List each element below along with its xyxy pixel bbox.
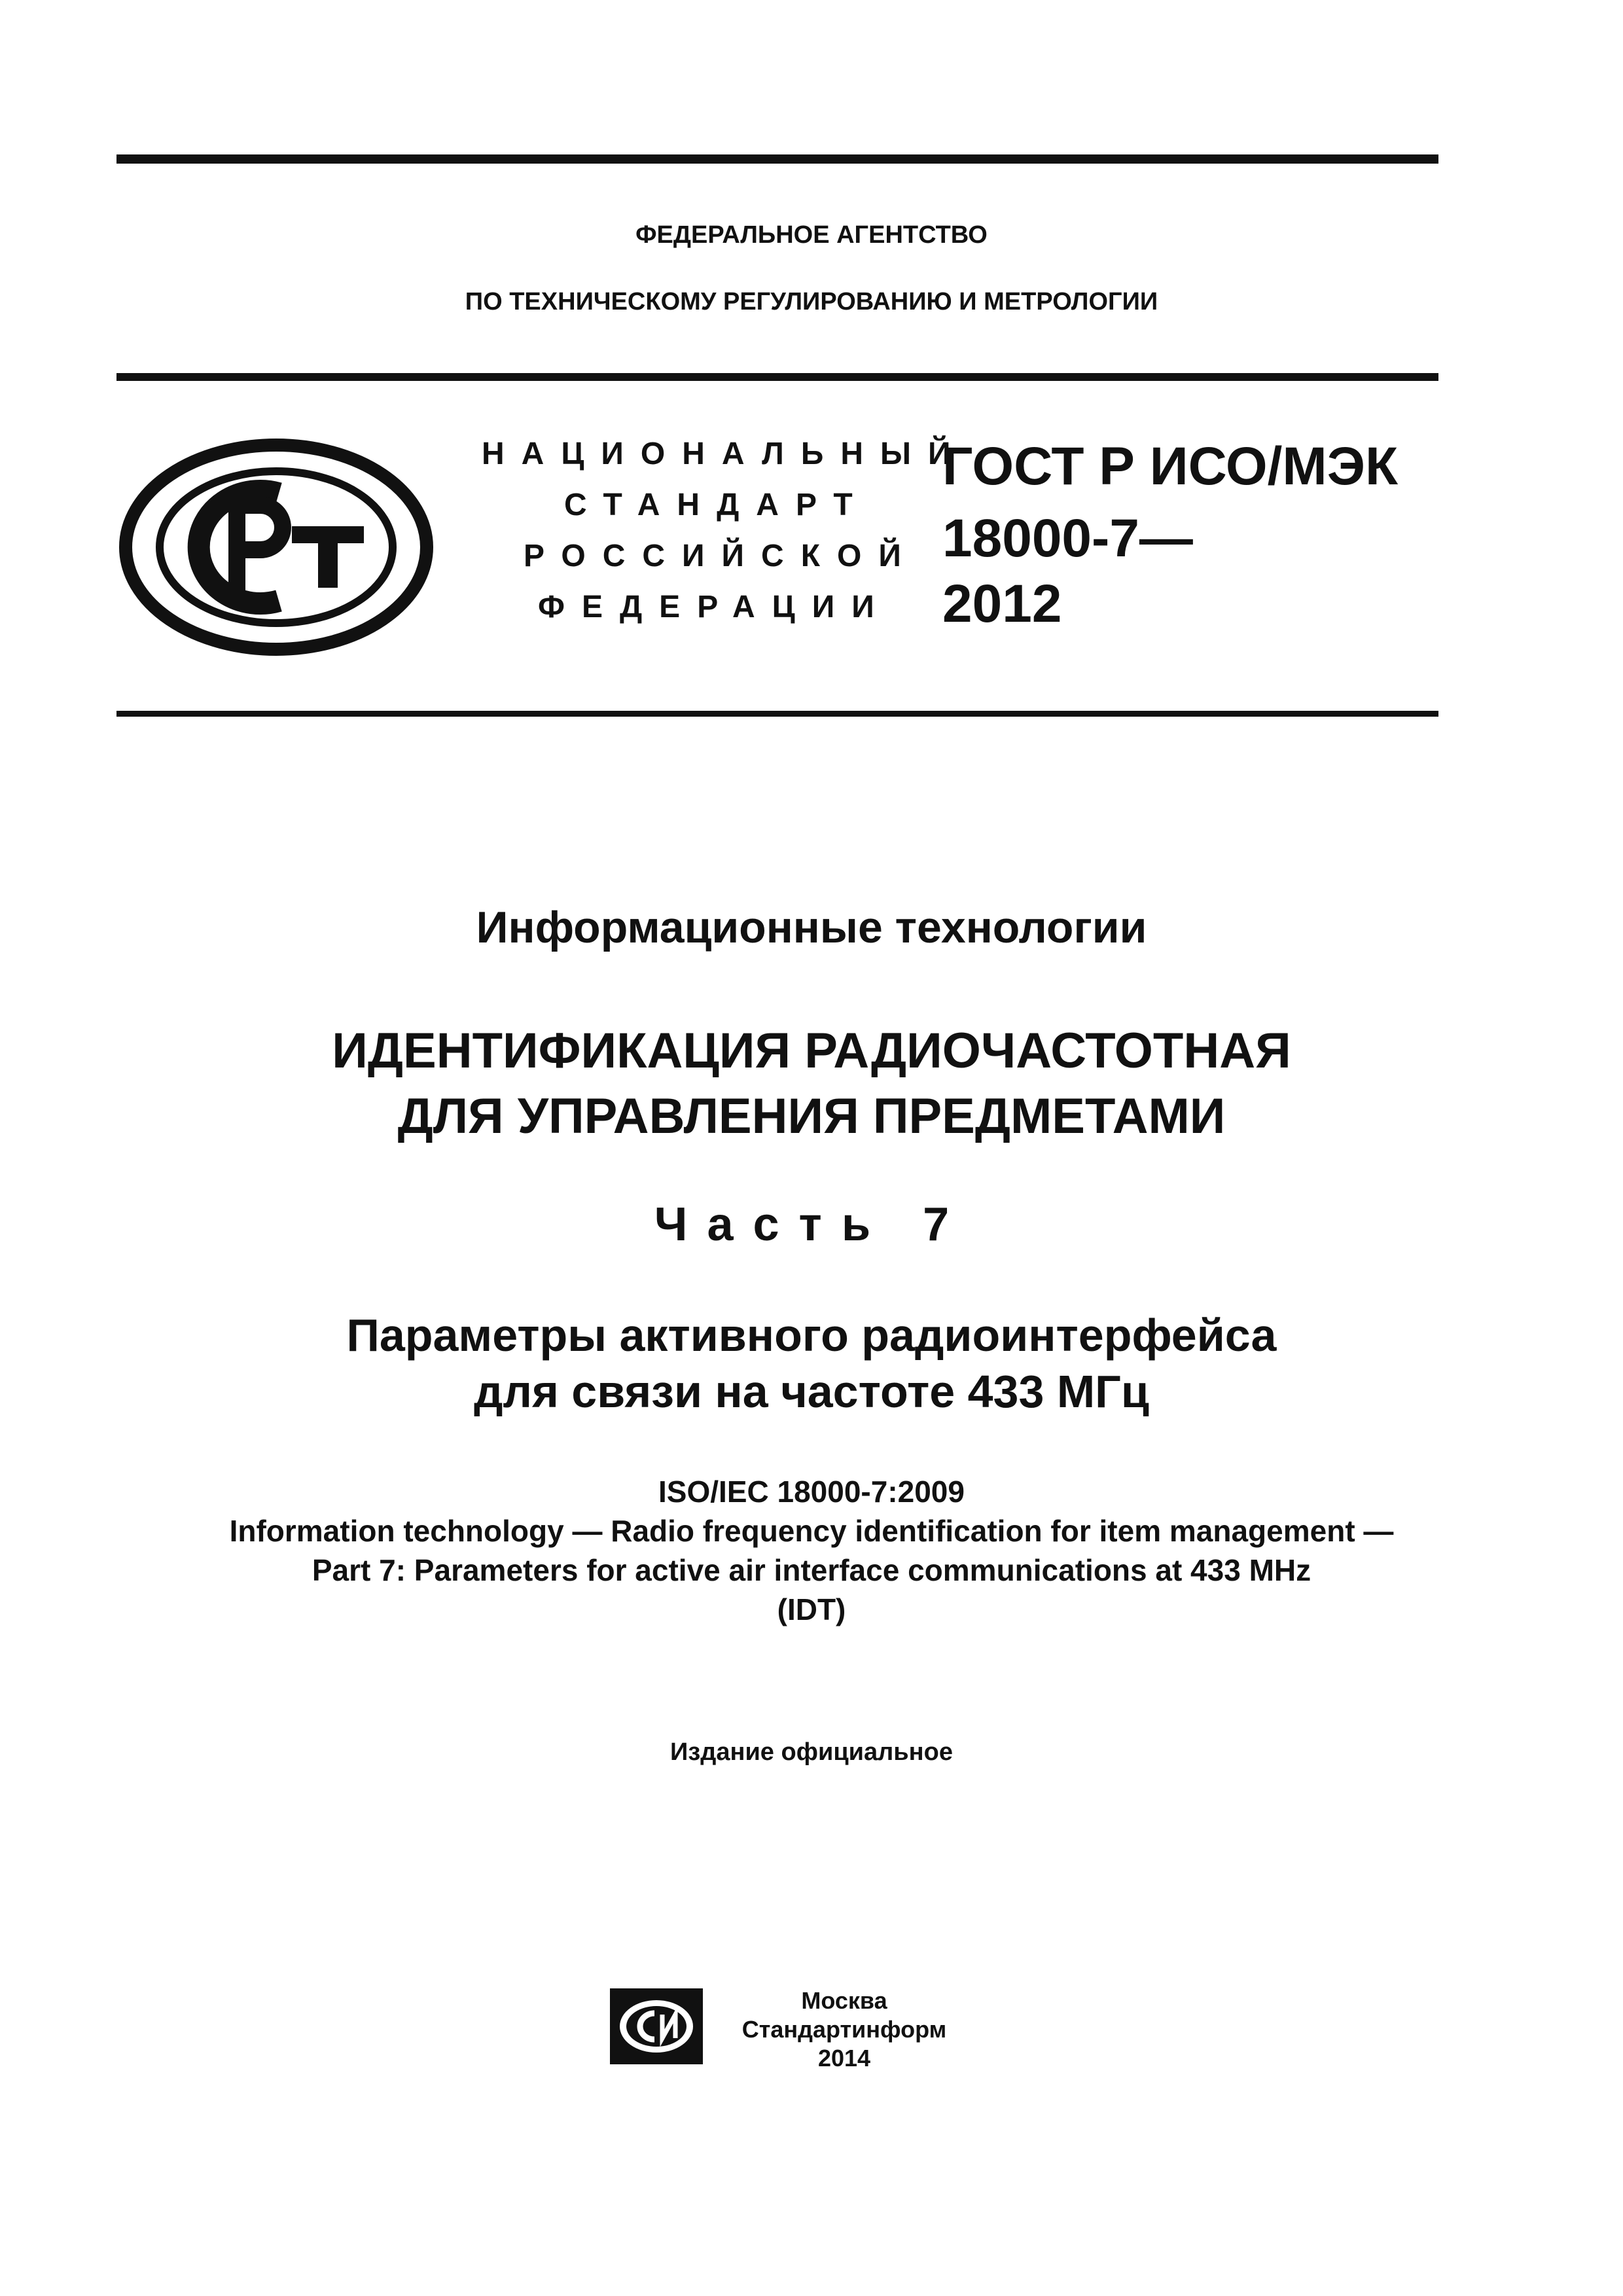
publisher-city: Москва (801, 1987, 887, 2014)
standard-type-line-2: СТАНДАРТ (564, 488, 870, 522)
equivalence-degree: (IDT) (777, 1592, 846, 1626)
top-rule (116, 154, 1438, 164)
standartinform-logo (607, 1986, 705, 2067)
agency-bottom-rule (116, 373, 1438, 381)
iso-title-line-1: Information technology — Radio frequency identification for item management — (229, 1514, 1394, 1548)
standard-designation-line-2: 18000-7— (942, 509, 1193, 568)
standard-designation-line-1: ГОСТ Р ИСО/МЭК (942, 437, 1399, 496)
subtitle-line-1: Параметры активного радиоинтерфейса (346, 1310, 1277, 1361)
agency-line-1: ФЕДЕРАЛЬНОЕ АГЕНТСТВО (635, 221, 988, 249)
part-label: Часть 7 (654, 1198, 969, 1251)
publication-year: 2014 (817, 2045, 871, 2072)
standard-designation-line-3: 2012 (942, 574, 1062, 634)
iso-title-line-2: Part 7: Parameters for active air interface communications at 433 MHz (312, 1553, 1311, 1587)
standard-type-line-4: ФЕДЕРАЦИИ (538, 590, 891, 624)
main-title-line-2: ДЛЯ УПРАВЛЕНИЯ ПРЕДМЕТАМИ (397, 1088, 1226, 1144)
standard-type-line-3: РОССИЙСКОЙ (524, 539, 918, 573)
edition-label: Издание официальное (670, 1738, 953, 1766)
agency-line-2: ПО ТЕХНИЧЕСКОМУ РЕГУЛИРОВАНИЮ И МЕТРОЛОГИИ (465, 288, 1158, 315)
general-title: Информационные технологии (476, 903, 1147, 952)
main-title-line-1: ИДЕНТИФИКАЦИЯ РАДИОЧАСТОТНАЯ (332, 1023, 1291, 1079)
standard-bottom-rule (116, 711, 1438, 717)
publisher-name: Стандартинформ (741, 2016, 947, 2043)
subtitle-line-2: для связи на частоте 433 МГц (474, 1366, 1149, 1417)
standard-type-line-1: НАЦИОНАЛЬНЫЙ (482, 437, 968, 471)
emblem-text: РСТ (276, 653, 277, 654)
rst-emblem-logo (115, 437, 437, 657)
iso-reference: ISO/IEC 18000-7:2009 (658, 1475, 965, 1509)
